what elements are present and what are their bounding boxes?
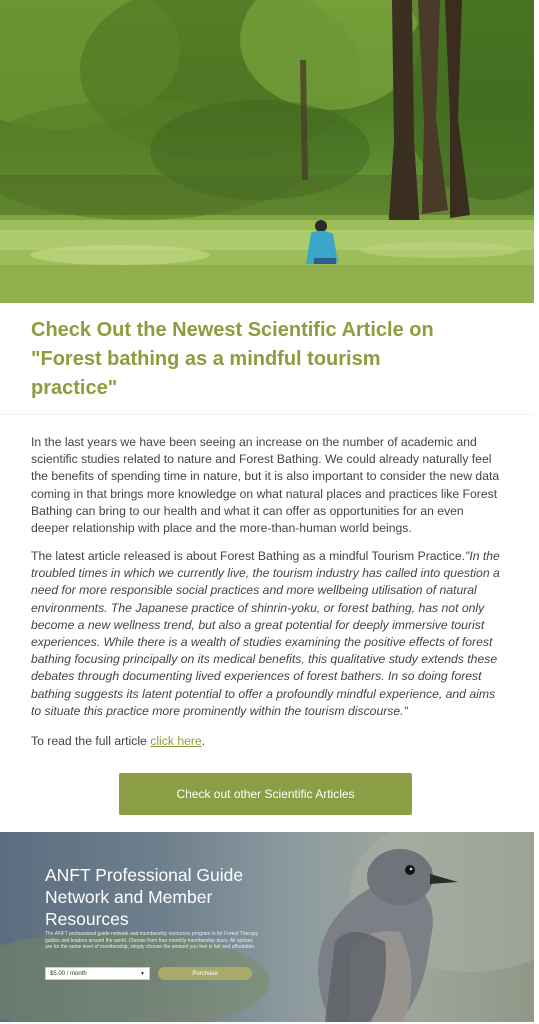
banner-description: The ANFT professional guide network and membership resources program is for Forest Therapy guides and leaders around the world. Choose from four monthly membership dues. All options are for the same level of membership; simply choose the amount you feel is fair and affordable. [45, 931, 258, 950]
forest-scene [0, 0, 534, 303]
hero-image [0, 0, 534, 303]
article-quote-paragraph [31, 548, 501, 720]
caret-down-icon: ▼ [140, 971, 145, 977]
purchase-button[interactable]: Purchase [158, 967, 252, 980]
article-quote-text: "In the troubled times in which we currently live, the tourism industry has called into question a need for more responsible social practices and more wellbeing utilisation of natural environments. The Japanese practice of shinrin-yoku, or forest bathing, has not only become a new wellness trend, but also a great potential for deeply immersive tourist experiences. While there is a wealth of studies examining the positive effects of forest bathing focusing principally on its medical benefits, this qualitative study extends these debates through documenting lived experiences of forest bathers. In so doing forest bathing suggests its latent potential to offer a profoundly mindful experience, and aims to situate this practice more prominently within the tourism discourse." [31, 549, 500, 718]
select-value: $5.00 / month [50, 970, 87, 977]
banner-title: ANFT Professional Guide Network and Member Resources [45, 865, 244, 929]
member-resources-banner [0, 832, 534, 1022]
read-more-lead-text: To read the full article [31, 734, 151, 748]
read-more-paragraph [31, 733, 501, 750]
article-intro-paragraph: In the last years we have been seeing an increase on the number of academic and scientific studies related to nature and Forest Bathing. We could already naturally feel the benefits of spending time in nature, but it is also important to consider the new data coming in that brings more knowledge on what natural places and practices like Forest Bathing can bring to our health and what it can offer as opportunities for an even deeper relationship with place and the more-than-human world beings. [31, 435, 500, 536]
other-articles-button[interactable]: Check out other Scientific Articles [119, 773, 412, 815]
membership-amount-select[interactable] [45, 967, 150, 980]
click-here-link[interactable]: click here [150, 734, 202, 748]
read-more-end-text: . [201, 734, 206, 748]
section-divider [0, 414, 534, 415]
quote-lead-text: The latest article released is about Forest Bathing as a mindful Tourism Practice. [31, 549, 465, 563]
article-title: Check Out the Newest Scientific Article on "Forest bathing as a mindful tourism practice" [31, 319, 434, 399]
